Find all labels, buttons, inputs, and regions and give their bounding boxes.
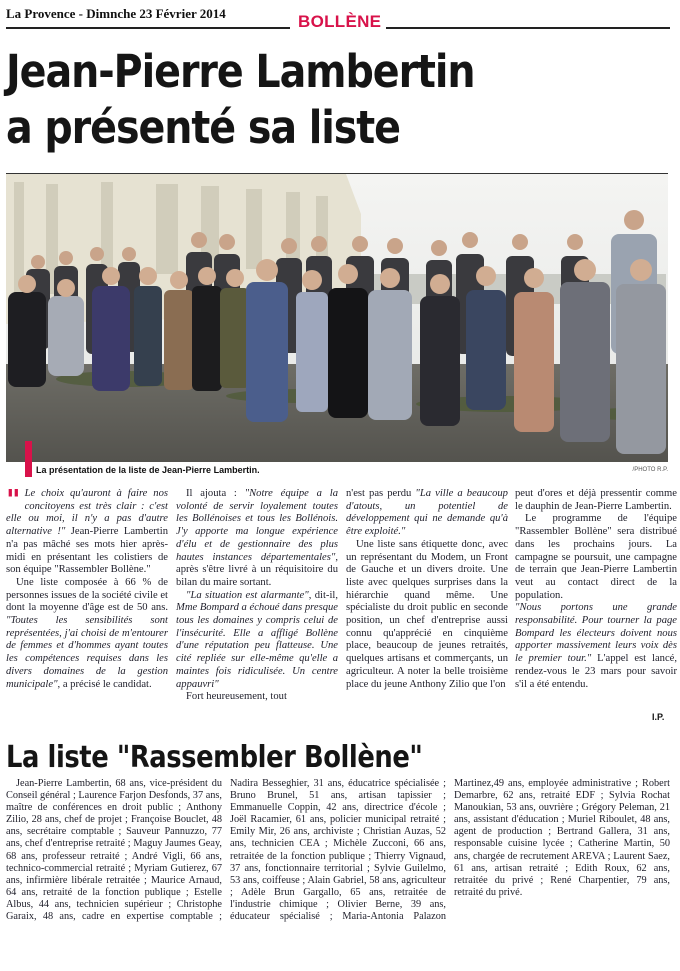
- paragraph: [176, 590, 338, 692]
- header-rule-right: [386, 27, 670, 29]
- author-signature: I.P.: [652, 712, 665, 722]
- paragraph: Le programme de l'équipe "Rassembler Bollène" sera distribué dans les prochains jours. La campagne se poursuit, une campagne de terrain que Jean-Pierre Lambertin veut au contact direct de la population.: [515, 513, 677, 601]
- body-text: Une liste composée à 66 % de personnes issues de la société civile et dont la moyenne d'âge est de 50 ans.: [6, 576, 168, 614]
- paragraph: peut d'ores et déjà pressentir comme le dauphin de Jean-Pierre Lambertin.: [515, 488, 677, 512]
- article-column-1: [6, 483, 168, 691]
- quote-text: "Notre équipe a la volonté de servir loyalement toutes les Bollénoises et tous les Bollénois. J'y apporte ma longue expérience d'élu et de gestionnaire des plus hautes instances départementales": [176, 488, 338, 563]
- header-rule-left: [6, 27, 290, 29]
- paragraph: [6, 483, 168, 577]
- next-article-headline-cutoff: [6, 962, 670, 971]
- headline-line-1: Jean-Pierre Lambertin: [6, 45, 475, 98]
- quote-text: "La ville a beaucoup d'atouts, un potentiel de développement qui ne demande qu'à être exploité.": [346, 488, 508, 538]
- section-label: BOLLÈNE: [298, 12, 382, 31]
- paragraph: Une liste sans étiquette donc, avec un représentant du Modem, un Front de Gauche et un divers droite. Une liste avec quelques surprises dans la hiérarchie quand même. Une spécialiste du droit public en seconde position, un chef d'entreprise aussi connu qu'apprécié en cinquième place, beaucoup de jeunes retraités, quelques artisans et commerçants, un agriculteur. A noter la belle troisième place du jeune Anthony Zilio que l'on: [346, 538, 508, 690]
- quote-text: "La situation est alarmante": [186, 589, 309, 601]
- body-text: Jean-Pierre Lambertin n'a pas mâché ses mots hier après-midi en présentant les colistiers de son équipe "Rassembler Bollène.": [6, 526, 168, 576]
- article-column-3: [346, 488, 508, 691]
- candidate-list: [6, 778, 670, 938]
- quote-text: "Toutes les sensibilités sont représentées, j'ai choisi de m'entourer de femmes et d'hommes ayant toutes les compétences requises dans les divers domaines de la gestion municipale": [6, 615, 168, 690]
- article-headline: [6, 44, 475, 156]
- paragraph: [515, 602, 677, 691]
- body-text: L'appel est lancé, rendez-vous le 23 mars pour savoir s'il a été entendu.: [515, 653, 678, 690]
- paragraph: Fort heureusement, tout: [186, 691, 287, 703]
- list-section-title: La liste "Rassembler Bollène": [6, 740, 423, 775]
- body-text: , dit-il,: [308, 589, 339, 601]
- quote-text: Mme Bompard a échoué dans presque tous les domaines y compris celui de l'insécurité. Elle a affligé Bollène d'une réputation peu flatteuse. Une cité repliée sur elle-même qu'elle a maintes fois ridiculisée. Un centre appauvri": [176, 602, 338, 690]
- article-column-4: [515, 488, 677, 691]
- paragraph: [346, 488, 508, 539]
- headline-line-2: a présenté sa liste: [6, 101, 400, 154]
- quote-text: "Nous portons une grande responsabilité. Pour tourner la page Bompard les électeurs doivent nous apporter massivement leurs voix dès le premier tour.": [515, 602, 677, 665]
- paragraph: [6, 577, 168, 691]
- newspaper-masthead: La Provence - Dimnche 23 Février 2014: [6, 6, 226, 21]
- photo-caption: La présentation de la liste de Jean-Pierre Lambertin.: [36, 465, 260, 475]
- body-text: , après s'être livré à un réquisitoire du bilan du maire sortant.: [176, 551, 338, 588]
- body-text: Il ajouta :: [186, 488, 245, 499]
- article-column-2: [176, 488, 338, 704]
- body-text: n'est pas perdu: [346, 488, 416, 499]
- group-photo: [6, 173, 668, 462]
- quote-text: Le choix qu'auront à faire nos concitoyens est très clair : c'est elle ou moi, il n'y a pas d'autre alternative !": [6, 488, 168, 538]
- caption-accent-bar: [25, 441, 32, 477]
- cutoff-glyphs: [6, 962, 670, 971]
- paragraph: [176, 488, 338, 590]
- body-text: , a précisé le candidat.: [57, 678, 152, 690]
- quote-mark-icon: ": [6, 483, 21, 516]
- candidate-list-text: Jean-Pierre Lambertin, 68 ans, vice-président du Conseil général ; Laurence Farjon Desfonds, 37 ans, maître de conférences en droit public ; Anthony Zilio, 28 ans, chef de projet ; Françoise Bouclet, 48 ans, secrétaire comptable ; Sauveur Pannuzzo, 77 ans, chef d'entreprise retraité ; Maguy Jaumes Geay, 68 ans, professeur retraité ; André Vigli, 66 ans, technico-commercial retraité ; Myriam Gutierez, 67 ans, infirmière libérale retraitée ; Maurice Arnaud, 64 ans, retraité de la fonction publique ; Estelle Albus, 44 ans, technicien supérieur ; Christophe Garaix, 48 ans, cadre en expertise comptable ; Nadira Besseghier, 31 ans, éducatrice spécialisée ; Bruno Brunel, 51 ans, artisan tapissier ; Emmanuelle Coppin, 42 ans, directrice d'école ; Joël Racamier, 61 ans, policier municipal retraité ; Emily Mir, 26 ans, archiviste ; Christian Auzas, 52 ans, technicien CEA ; Michèle Zucconi, 66 ans, retraitée de la fonction publique ; Thierry Vignaud, 37 ans, fonctionnaire territorial ; Sylvie Guilelmo, 53 ans, coiffeuse ; Alain Gabriel, 58 ans, agriculteur ; Adèle Brun Gargallo, 65 ans, retraitée de l'industrie chimique ; Olivier Berne, 39 ans, éducateur spécialisé ; Maria-Antonia Palazon Martinez,49 ans, employée administrative ; Robert Demarbre, 62 ans, retraité EDF ; Sylvia Rochat Manoukian, 53 ans, ouvrière ; Grégory Peleman, 21 ans, assistant d'éducation ; Muriel Riboulet, 48 ans, agent de production ; Bertrand Gallera, 31 ans, responsable cuisine lycée ; Catherine Martin, 50 ans, chargée de recrutement AREVA ; Laurent Saez, 61 ans, artisan retraité ; Edith Roux, 62 ans, retraitée du privé ; René Charpentier, 79 ans, retraité du privé.: [6, 778, 670, 923]
- photo-credit: /PHOTO R.P.: [632, 467, 668, 473]
